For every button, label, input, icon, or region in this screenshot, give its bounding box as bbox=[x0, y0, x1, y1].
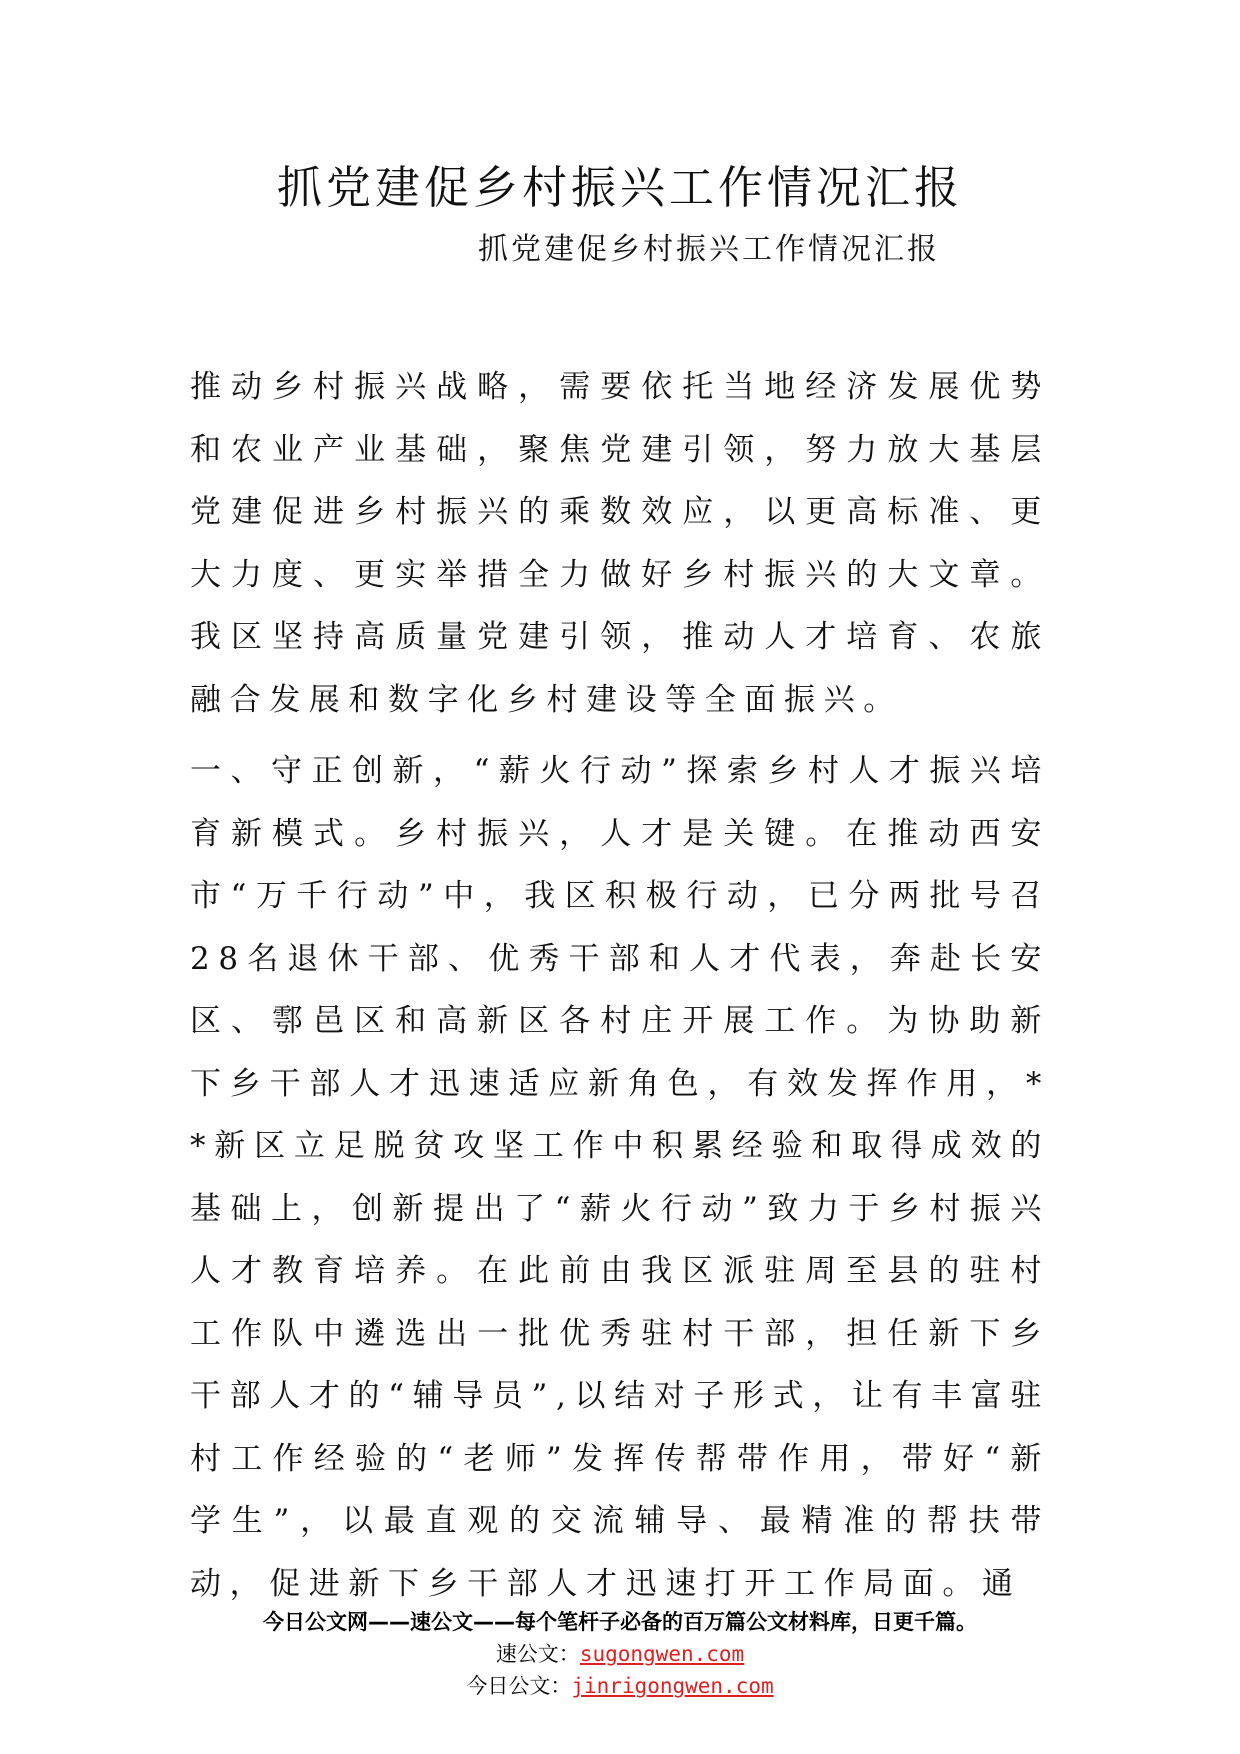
page-footer bbox=[0, 1606, 1240, 1702]
footer-jinrigongwen-label: 今日公文： bbox=[466, 1674, 572, 1698]
document-subtitle: 抓党建促乡村振兴工作情况汇报 bbox=[478, 232, 940, 267]
body-paragraph-section-1: 一、守正创新，“薪火行动”探索乡村人才振兴培育新模式。乡村振兴，人才是关键。在推动西安市“万千行动”中，我区积极行动，已分两批号召28名退休干部、优秀干部和人才代表，奔赴长安区、鄠邑区和高新区各村庄开展工作。为协助新下乡干部人才迅速适应新角色，有效发挥作用，**新区立足脱贫攻坚工作中积累经验和取得成效的基础上，创新提出了“薪火行动”致力于乡村振兴人才教育培养。在此前由我区派驻周至县的驻村工作队中遴选出一批优秀驻村干部，担任新下乡干部人才的“辅导员”,以结对子形式，让有丰富驻村工作经验的“老师”发挥传帮带作用，带好“新学生”，以最直观的交流辅导、最精准的帮扶带动，促进新下乡干部人才迅速打开工作局面。通 bbox=[190, 753, 1050, 1602]
jinrigongwen-link[interactable]: jinrigongwen.com bbox=[571, 1674, 774, 1698]
footer-sugongwen-line bbox=[0, 1638, 1240, 1670]
sugongwen-link[interactable]: sugongwen.com bbox=[579, 1642, 745, 1666]
footer-jinrigongwen-line bbox=[0, 1670, 1240, 1702]
document-title: 抓党建促乡村振兴工作情况汇报 bbox=[276, 161, 963, 214]
footer-sugongwen-label: 速公文： bbox=[495, 1642, 580, 1666]
body-paragraph-intro: 推动乡村振兴战略，需要依托当地经济发展优势和农业产业基础，聚焦党建引领，努力放大基层党建促进乡村振兴的乘数效应，以更高标准、更大力度、更实举措全力做好乡村振兴的大文章。我区坚持高质量党建引领，推动人才培育、农旅融合发展和数字化乡村建设等全面振兴。 bbox=[190, 369, 1050, 718]
footer-tagline: 今日公文网——速公文——每个笔杆子必备的百万篇公文材料库，日更千篇。 bbox=[263, 1610, 977, 1634]
